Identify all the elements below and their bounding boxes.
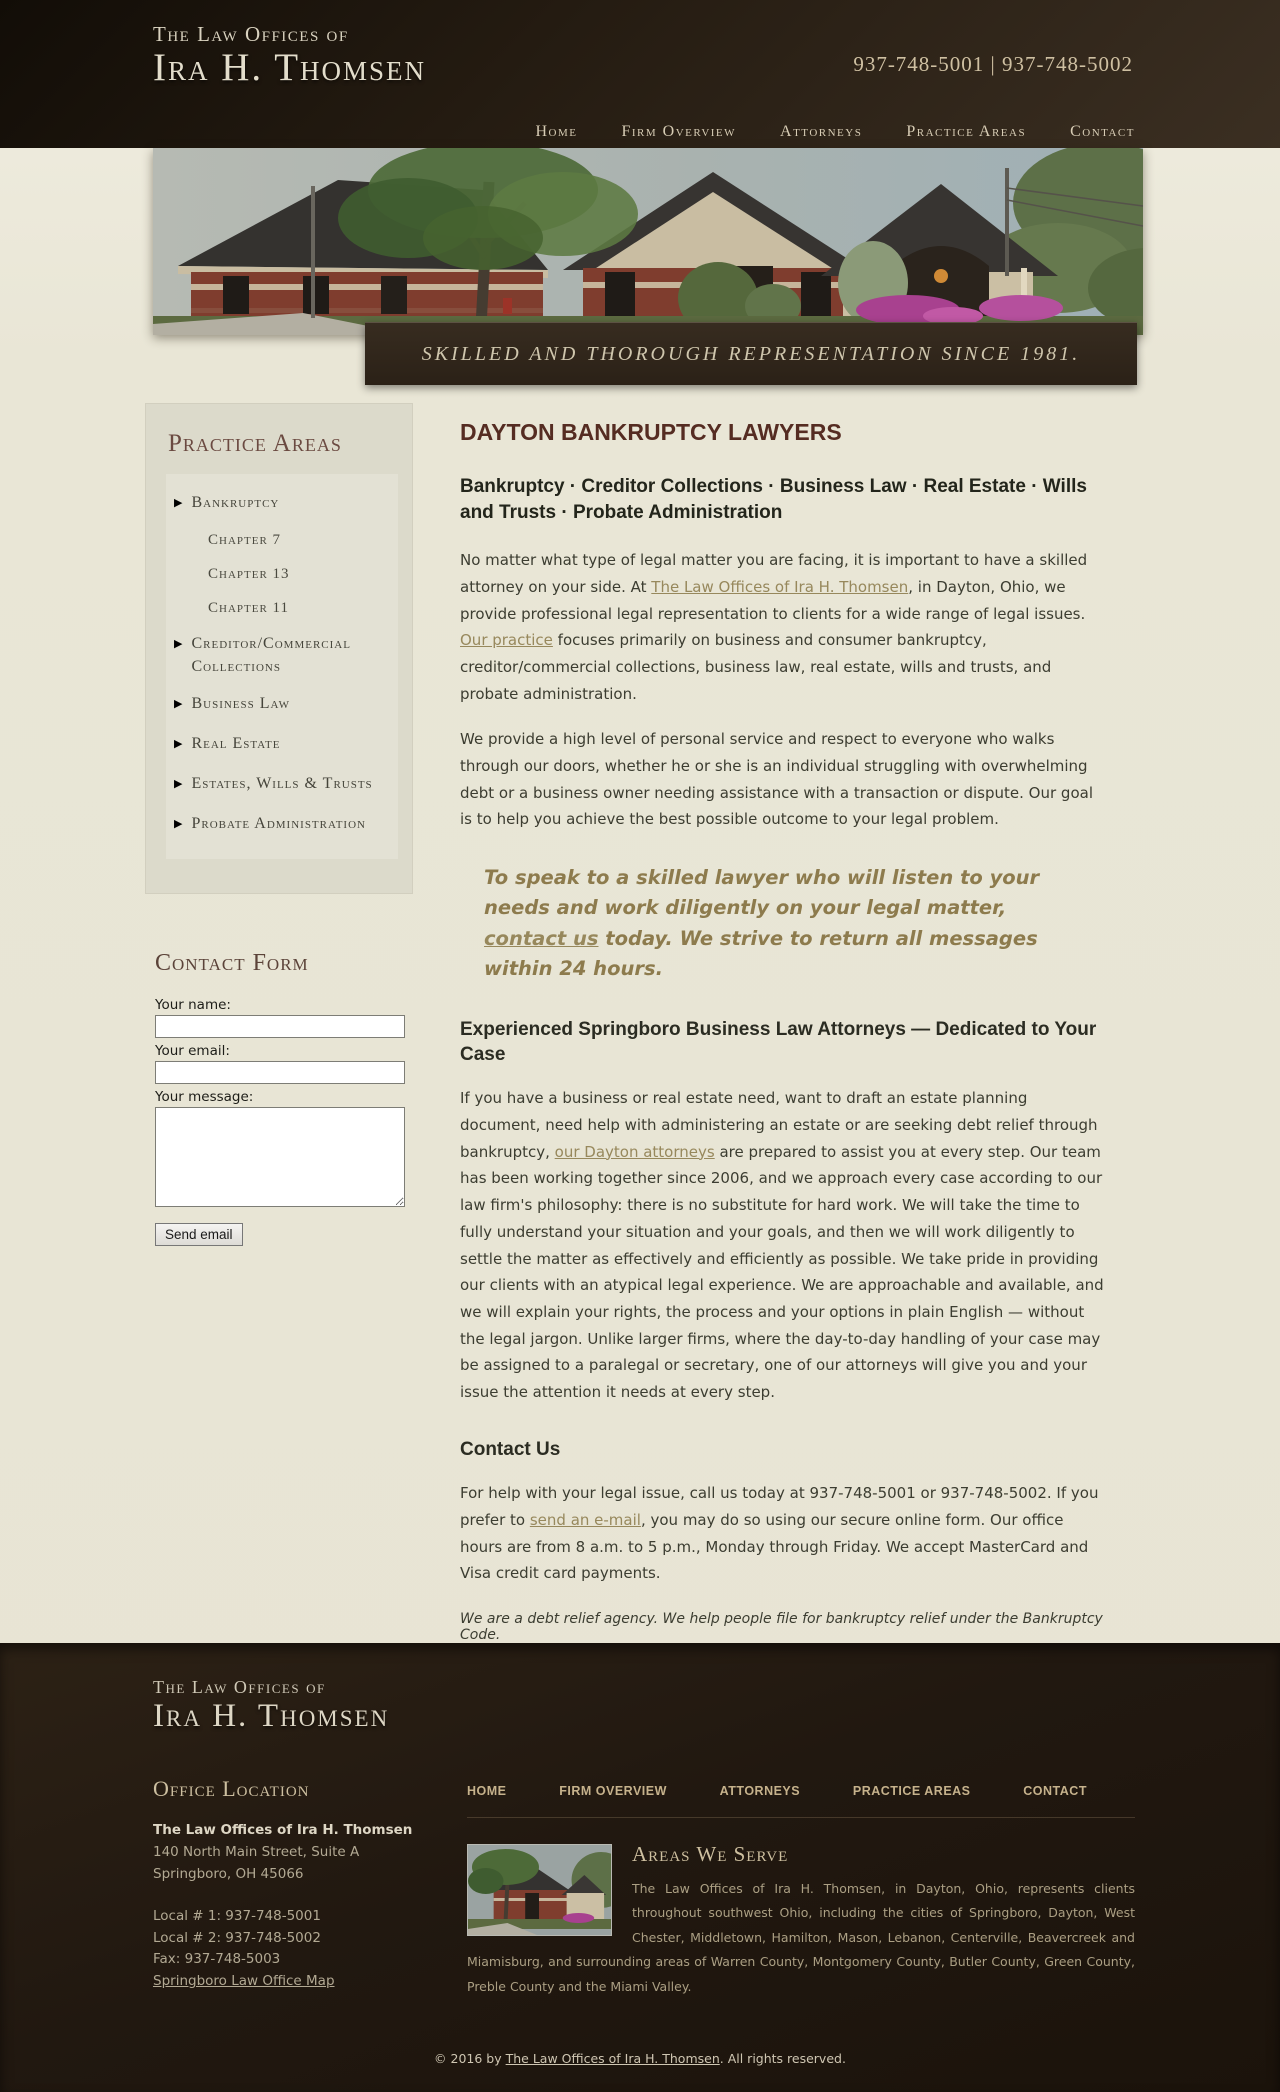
footer-fax: Fax: 937-748-5003 <box>153 1951 281 1968</box>
header-nav <box>535 121 1135 141</box>
arrow-right-icon: ▶ <box>174 696 183 710</box>
practice-areas-title: Practice Areas <box>168 430 342 457</box>
main-content <box>460 403 1108 1643</box>
name-field[interactable] <box>155 1015 405 1038</box>
arrow-right-icon: ▶ <box>174 776 183 790</box>
office-map-link[interactable]: Springboro Law Office Map <box>153 1973 335 1989</box>
practice-areas-box <box>145 403 413 894</box>
footer-address-line2: Springboro, OH 45066 <box>153 1865 304 1882</box>
name-label: Your name: <box>155 996 231 1013</box>
tagline-banner <box>365 322 1137 385</box>
message-field[interactable] <box>155 1107 405 1207</box>
page-title: DAYTON BANKRUPTCY LAWYERS <box>460 419 842 445</box>
footer-logo <box>153 1677 1135 1736</box>
bankruptcy-sub-list <box>174 524 392 625</box>
footer-logo-line1: The Law Offices of <box>153 1677 326 1698</box>
logo-line1: The Law Offices of <box>153 22 349 46</box>
sidebar-item-chapter-7[interactable]: Chapter 7 <box>208 532 282 548</box>
content-area <box>145 403 1135 1643</box>
contact-paragraph: For help with your legal issue, call us today at 937-748-5001 or 937-748-5002. If you prefer to send an e-mail, you may do so using our secure online form. Our office hours are from 8 a.m. to 5 p.m., Monday through Friday. We accept MasterCard and Visa credit card payments. <box>460 1484 1099 1583</box>
copyright-firm-link[interactable]: The Law Offices of Ira H. Thomsen <box>505 2050 720 2066</box>
hero-section <box>145 148 1135 403</box>
footer-nav <box>467 1780 1087 1799</box>
firm-link[interactable]: The Law Offices of Ira H. Thomsen <box>651 577 909 596</box>
site-logo <box>153 22 426 90</box>
arrow-right-icon: ▶ <box>174 496 183 509</box>
footer-logo-line2: Ira H. Thomsen <box>153 1698 390 1735</box>
callout-quote: To speak to a skilled lawyer who will listen to your needs and work diligently on your legal matter, contact us today. We strive to return all messages within 24 hours. <box>484 866 1040 980</box>
nav-practice-areas[interactable]: Practice Areas <box>906 123 1027 140</box>
tagline-text: SKILLED AND THOROUGH REPRESENTATION SINCE 1981. <box>421 342 1081 365</box>
footer-nav-practice-areas[interactable]: PRACTICE AREAS <box>852 1784 971 1799</box>
experienced-attorneys-heading: Experienced Springboro Business Law Attorneys — Dedicated to Your Case <box>460 1019 1097 1065</box>
nav-attorneys[interactable]: Attorneys <box>780 123 863 140</box>
email-label: Your email: <box>155 1042 230 1059</box>
header-phone-numbers: 937-748-5001 | 937-748-5002 <box>853 52 1133 76</box>
service-paragraph: We provide a high level of personal service and respect to everyone who walks through our doors, whether he or she is an individual struggling with overwhelming debt or a business owner needing assistance with a transaction or dispute. Our goal is to help you achieve the best possible outcome to your legal problem. <box>460 730 1093 829</box>
sidebar <box>145 403 413 1246</box>
footer-right-block <box>445 1776 1135 1999</box>
areas-we-serve-text: The Law Offices of Ira H. Thomsen, in Dayton, Ohio, represents clients throughout southwest Ohio, including the cities of Springboro, Dayton, West Chester, Middletown, Hamilton, Mason, Lebanon, Centerville, Beavercreek and Miamisburg, and surrounding areas of Warren County, Montgomery County, Butler County, Green County, Preble County and the Miami Valley. <box>467 1881 1135 1994</box>
footer-office-photo <box>467 1844 612 1936</box>
contact-us-link[interactable]: contact us <box>484 926 599 950</box>
arrow-right-icon: ▶ <box>174 816 183 830</box>
footer-local2: Local # 2: 937-748-5002 <box>153 1929 321 1946</box>
nav-contact[interactable]: Contact <box>1070 123 1135 140</box>
logo-line2: Ira H. Thomsen <box>153 46 427 89</box>
footer-nav-contact[interactable]: CONTACT <box>1023 1784 1087 1799</box>
sidebar-item-bankruptcy[interactable]: ▶ Bankruptcy <box>174 484 392 524</box>
contact-us-heading: Contact Us <box>460 1438 561 1460</box>
experience-paragraph: If you have a business or real estate need, want to draft an estate planning document, need help with administering an estate or are seeking debt relief through bankruptcy, our Dayton attorneys are prepared to assist you at every step. Our team has been working together since 2006, and we approach every case according to our law firm's philosophy: there is no substitute for hard work. We will take the time to fully understand your situation and your goals, and then we will work diligently to settle the matter as effectively and efficiently as possible. We take pride in providing our clients with an atypical legal experience. We are approachable and available, and we will explain your rights, the process and your options in plain English — without the legal jargon. Unlike larger firms, where the day-to-day handling of your case may be assigned to a paralegal or secretary, one of our attorneys will give you and your issue the attention it needs at every step. <box>460 1089 1104 1401</box>
areas-we-serve-block <box>467 1842 1135 1999</box>
sidebar-item-creditor-commercial-collections[interactable]: ▶ Creditor/Commercial Collections <box>174 625 392 684</box>
nav-firm-overview[interactable]: Firm Overview <box>621 123 737 140</box>
intro-paragraph: No matter what type of legal matter you are facing, it is important to have a skilled attorney on your side. At The Law Offices of Ira H. Thomsen, in Dayton, Ohio, we provide professional legal representation to clients for a wide range of legal issues. Our practice focuses primarily on business and consumer bankruptcy, creditor/commercial collections, business law, real estate, wills and trusts, and probate administration. <box>460 551 1088 703</box>
footer-nav-attorneys[interactable]: ATTORNEYS <box>719 1784 801 1799</box>
practice-areas-list <box>166 474 398 859</box>
sidebar-item-probate-administration[interactable]: ▶ Probate Administration <box>174 805 392 845</box>
send-email-link[interactable]: send an e-mail <box>529 1511 641 1530</box>
send-email-button[interactable]: Send email <box>155 1223 243 1246</box>
footer-firm-name: The Law Offices of Ira H. Thomsen <box>153 1822 413 1839</box>
contact-form-title: Contact Form <box>155 949 309 976</box>
footer-nav-firm-overview[interactable]: FIRM OVERVIEW <box>559 1784 667 1799</box>
our-practice-link[interactable]: Our practice <box>460 631 553 650</box>
contact-form <box>155 950 413 1246</box>
debt-relief-disclaimer: We are a debt relief agency. We help people file for bankruptcy relief under the Bankruptcy Code. <box>460 1611 1103 1644</box>
sidebar-item-real-estate[interactable]: ▶ Real Estate <box>174 725 392 765</box>
footer-divider <box>467 1817 1135 1818</box>
site-footer <box>0 1643 1280 2092</box>
sidebar-item-business-law[interactable]: ▶ Business Law <box>174 685 392 725</box>
arrow-right-icon: ▶ <box>174 736 183 750</box>
practice-summary-subhead: Bankruptcy · Creditor Collections · Business Law · Real Estate · Wills and Trusts · Probate Administration <box>460 476 1087 523</box>
sidebar-item-estates-wills-trusts[interactable]: ▶ Estates, Wills & Trusts <box>174 765 392 805</box>
nav-home[interactable]: Home <box>535 123 578 140</box>
footer-nav-home[interactable]: HOME <box>467 1784 507 1799</box>
message-label: Your message: <box>155 1088 254 1105</box>
office-location-title: Office Location <box>153 1776 310 1802</box>
footer-address-line1: 140 North Main Street, Suite A <box>153 1844 360 1861</box>
office-photo <box>153 148 1143 335</box>
office-location-block <box>145 1776 445 1999</box>
copyright: © 2016 by The Law Offices of Ira H. Thomsen. All rights reserved. <box>434 2050 846 2066</box>
arrow-right-icon: ▶ <box>174 637 183 651</box>
footer-local1: Local # 1: 937-748-5001 <box>153 1908 321 1925</box>
dayton-attorneys-link[interactable]: our Dayton attorneys <box>554 1142 715 1161</box>
email-field[interactable] <box>155 1061 405 1084</box>
sidebar-item-chapter-11[interactable]: Chapter 11 <box>208 599 289 616</box>
sidebar-item-chapter-13[interactable]: Chapter 13 <box>208 565 290 582</box>
areas-we-serve-title: Areas We Serve <box>632 1842 789 1867</box>
site-header <box>0 0 1280 148</box>
